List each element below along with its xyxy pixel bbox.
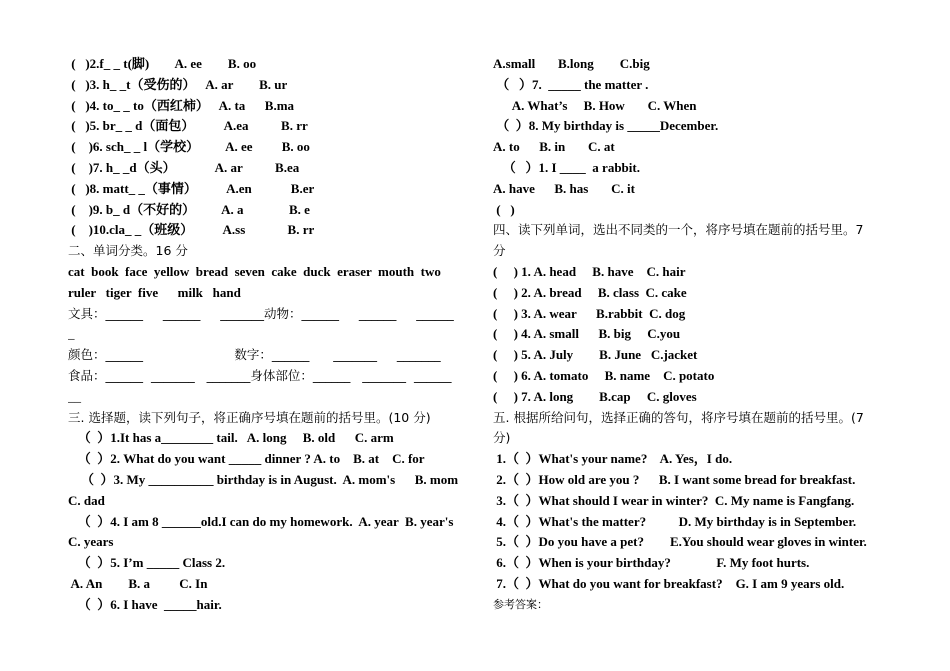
right-line-16: ( ) 6. A. tomato B. name C. potato	[493, 367, 715, 383]
left-line-14: _	[68, 326, 75, 342]
left-line-6: ( )7. h_ _d（头） A. ar B.ea	[68, 159, 300, 175]
left-line-7: ( )8. matt_ _（事情） A.en B.er	[68, 180, 315, 196]
left-line-27: （ ）6. I have _____hair.	[68, 596, 222, 612]
left-line-11: cat book face yellow bread seven cake duck eraser mouth two	[68, 263, 441, 279]
left-line-24: C. years	[68, 534, 114, 550]
left-line-23: （ ）4. I am 8 ______old.I can do my homework. A. year B. year's	[68, 513, 454, 529]
right-line-27: 参考答案：	[493, 597, 548, 611]
left-line-26: A. An B. a C. In	[68, 575, 208, 591]
left-line-20: （ ）2. What do you want _____ dinner ? A. to B. at C. for	[68, 451, 425, 467]
left-line-8: ( )9. b_ d（不好的） A. a B. e	[68, 201, 310, 217]
right-line-20: 1.（ ）What's your name? A. Yes，I do.	[493, 451, 733, 467]
left-line-1: ( )2.f_ _ t(脚) A. ee B. oo	[68, 56, 257, 71]
left-line-5: ( )6. sch_ _ l（学校） A. ee B. oo	[68, 139, 310, 155]
right-line-26: 7.（ ）What do you want for breakfast? G. I am 9 years old.	[493, 575, 845, 591]
right-line-23: 4.（ ）What's the matter? D. My birthday is in September.	[493, 513, 857, 529]
left-line-15: 颜色：______ 数字：______ _______ _______	[68, 347, 441, 363]
left-line-21: （ ）3. My __________ birthday is in August. A. mom's B. mom	[68, 471, 459, 487]
right-line-11: ( ) 1. A. head B. have C. hair	[493, 263, 686, 279]
right-line-22: 3.（ ）What should I wear in winter? C. My name is Fangfang.	[493, 492, 855, 508]
right-column	[493, 54, 913, 616]
left-line-12: ruler tiger five milk hand	[68, 284, 241, 300]
left-line-16: 食品：______ _______ _______身体部位：______ _______ ______	[68, 367, 452, 383]
right-line-4: （ ）8. My birthday is _____December.	[493, 118, 719, 134]
right-line-7: A. have B. has C. it	[493, 180, 635, 196]
right-line-14: ( ) 4. A. small B. big C.you	[493, 326, 681, 342]
right-line-15: ( ) 5. A. July B. June C.jacket	[493, 347, 698, 363]
right-line-12: ( ) 2. A. bread B. class C. cake	[493, 284, 687, 300]
right-line-21: 2.（ ）How old are you ? B. I want some bread for breakfast.	[493, 471, 856, 487]
right-line-8: ( )	[493, 201, 515, 217]
left-line-4: ( )5. br_ _ d（面包） A.ea B. rr	[68, 118, 308, 134]
left-column	[68, 54, 476, 616]
right-line-17: ( ) 7. A. long B.cap C. gloves	[493, 388, 697, 404]
left-line-18: 三. 选择题，读下列句子，将正确序号填在题前的括号里。(10 分)	[68, 409, 431, 425]
right-line-9: 四、读下列单词，选出不同类的一个，将序号填在题前的括号里。7	[493, 222, 864, 238]
right-line-5: A. to B. in C. at	[493, 139, 615, 155]
left-line-3: ( )4. to_ _ to（西红柿） A. ta B.ma	[68, 97, 295, 113]
right-line-6: （ ）1. I ____ a rabbit.	[493, 159, 640, 175]
right-line-2: （ ）7. _____ the matter .	[493, 76, 649, 92]
right-line-19: 分)	[493, 430, 511, 446]
left-line-2: ( )3. h_ _t（受伤的） A. ar B. ur	[68, 76, 288, 92]
left-line-9: ( )10.cla_ _（班级） A.ss B. rr	[68, 222, 315, 238]
right-line-24: 5.（ ）Do you have a pet? E.You should wear gloves in winter.	[493, 534, 867, 550]
right-line-10: 分	[493, 243, 506, 259]
left-line-13: 文具：______ ______ _______动物：______ ______ ______	[68, 305, 454, 321]
right-line-1: A.small B.long C.big	[493, 56, 650, 71]
left-line-22: C. dad	[68, 492, 105, 508]
right-line-13: ( ) 3. A. wear B.rabbit C. dog	[493, 305, 686, 321]
left-line-19: （ ）1.It has a________ tail. A. long B. old C. arm	[68, 430, 394, 446]
left-line-25: （ ）5. I’m _____ Class 2.	[68, 555, 226, 571]
right-line-3: A. What’s B. How C. When	[493, 97, 697, 113]
left-line-10: 二、单词分类。16 分	[68, 243, 188, 259]
left-line-17: __	[68, 388, 81, 404]
right-line-25: 6.（ ）When is your birthday? F. My foot hurts.	[493, 555, 810, 571]
right-line-18: 五. 根据所给问句，选择正确的答句，将序号填在题前的括号里。(7	[493, 409, 864, 425]
